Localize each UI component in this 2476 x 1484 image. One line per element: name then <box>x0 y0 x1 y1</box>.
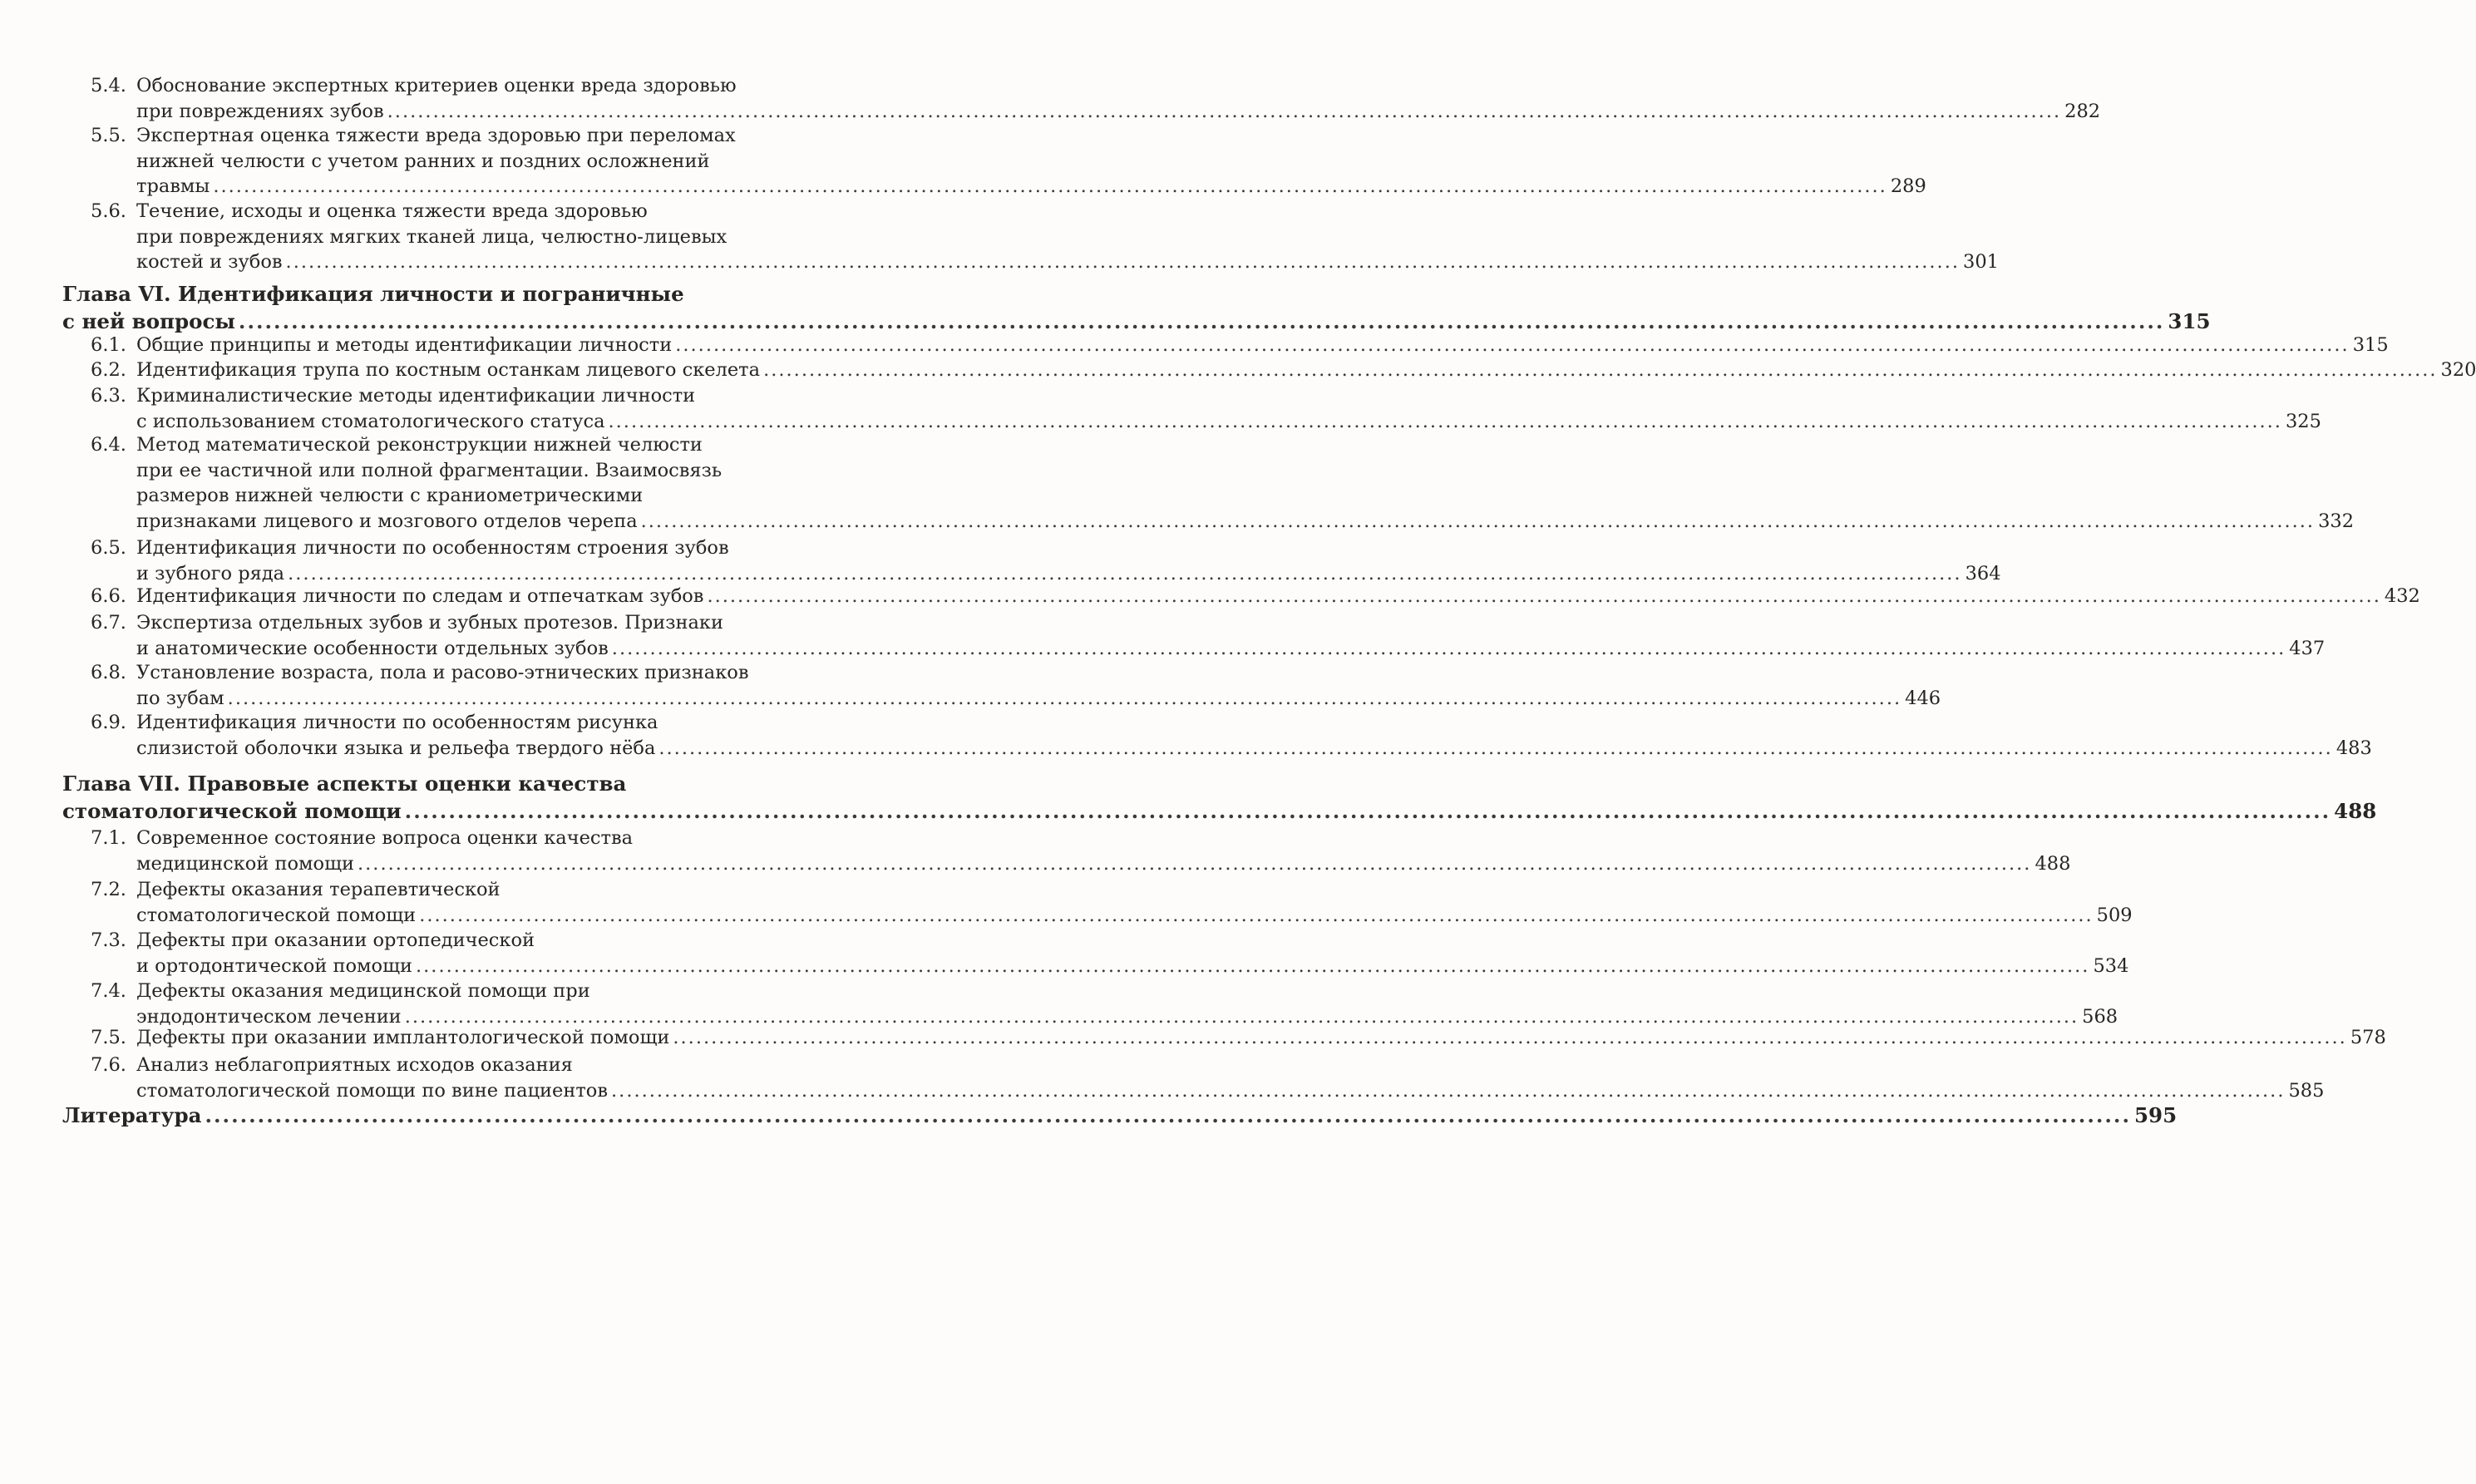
toc-entry-title-line: эндодонтическом лечении <box>136 1005 402 1028</box>
toc-entry-line <box>136 928 822 954</box>
toc-entry-number: 7.1. <box>91 827 126 849</box>
toc-entry-number: 6.8. <box>91 662 126 683</box>
toc-entry-line <box>62 770 822 797</box>
toc-entry-line <box>136 660 822 686</box>
toc-entry-title-line: Течение, исходы и оценка тяжести вреда здоровью <box>136 200 648 222</box>
dot-leader: ............................................................................................................................................................................................................................ <box>404 799 2331 823</box>
dot-leader: ............................................................................................................................................................................................................................ <box>707 585 2381 607</box>
toc-entry-line <box>136 409 2321 435</box>
toc-entry-line <box>136 535 822 561</box>
dot-leader: ............................................................................................................................................................................................................................ <box>358 852 2032 875</box>
dot-leader: ............................................................................................................................................................................................................................ <box>611 1079 2286 1102</box>
toc-page-number: 301 <box>1963 251 1999 273</box>
dot-leader: ............................................................................................................................................................................................................................ <box>640 510 2316 532</box>
toc-entry-title-line: и анатомические особенности отдельных зубов <box>136 637 609 659</box>
toc-entry-number: 6.9. <box>91 712 126 733</box>
toc-entry-line <box>136 636 2326 662</box>
toc-entry-text <box>136 73 2101 124</box>
toc-entry-title-line: Экспертная оценка тяжести вреда здоровью при переломах <box>136 125 736 146</box>
toc-entry-title-line: признаками лицевого и мозгового отделов черепа <box>136 510 638 532</box>
toc-entry-text <box>136 383 2321 434</box>
toc-entry-text <box>136 535 2001 586</box>
dot-leader: ............................................................................................................................................................................................................................ <box>608 410 2282 432</box>
toc-page-number: 437 <box>2289 637 2326 659</box>
toc-entry-title-line: медицинской помощи <box>136 852 354 875</box>
toc-entry-title-line: Дефекты оказания терапевтической <box>136 879 501 900</box>
toc-entry-text <box>62 280 2211 335</box>
dot-leader: ............................................................................................................................................................................................................................ <box>227 687 1902 709</box>
dot-leader: ............................................................................................................................................................................................................................ <box>285 251 1961 273</box>
toc-entry-title-line: Анализ неблагоприятных исходов оказания <box>136 1054 573 1076</box>
dot-leader: ............................................................................................................................................................................................................................ <box>404 1005 2079 1028</box>
toc-entry-line <box>136 561 2001 587</box>
toc-entry-text <box>136 584 2420 609</box>
toc-page-number: 289 <box>1890 175 1926 197</box>
toc-entry-number: 6.1. <box>91 334 126 356</box>
toc-entry-title-line: при повреждениях зубов <box>136 100 384 122</box>
toc-page-number: 282 <box>2064 100 2101 122</box>
toc-page-number: 325 <box>2285 410 2321 432</box>
toc-entry-line <box>136 903 2133 929</box>
toc-entry-line <box>62 797 2377 825</box>
toc-page-number: 432 <box>2384 585 2420 607</box>
toc-entry-line <box>136 710 822 736</box>
toc-entry-line <box>62 308 2211 335</box>
toc-page-number: 595 <box>2133 1103 2178 1127</box>
toc-entry-number: 7.4. <box>91 980 126 1002</box>
toc-entry-text <box>136 877 2133 928</box>
toc-entry-title-line: Литература <box>62 1103 202 1127</box>
toc-page-number: 315 <box>2352 334 2389 356</box>
toc-entry-line <box>136 99 2101 125</box>
toc-page-number: 315 <box>2168 309 2211 333</box>
toc-entry-line <box>136 1078 2325 1104</box>
toc-entry-title-line: Идентификация личности по особенностям рисунка <box>136 712 658 733</box>
toc-entry-line <box>136 736 2372 762</box>
toc-entry-title-line: Современное состояние вопроса оценки качества <box>136 827 634 849</box>
toc-entry-text <box>136 123 1926 200</box>
toc-entry-title-line: нижней челюсти с учетом ранних и поздних осложнений <box>136 150 710 172</box>
toc-entry-text <box>136 1053 2325 1103</box>
toc-page-number: 320 <box>2440 359 2476 381</box>
toc-page-number: 488 <box>2334 799 2377 823</box>
toc-page-number: 578 <box>2350 1027 2386 1048</box>
toc-entry-line <box>136 979 822 1004</box>
toc-entry-number: 5.5. <box>91 125 126 146</box>
toc-entry-line <box>136 123 822 149</box>
dot-leader: ............................................................................................................................................................................................................................ <box>673 1027 2347 1048</box>
toc-entry-title-line: Установление возраста, пола и расово-этнических признаков <box>136 662 749 683</box>
toc-page-number: 534 <box>2093 954 2129 977</box>
toc-entry-line <box>136 954 2129 979</box>
toc-entry-title-line: стоматологической помощи <box>136 904 417 926</box>
dot-leader: ............................................................................................................................................................................................................................ <box>288 562 1962 584</box>
toc-entry-line <box>136 199 822 224</box>
toc-entry-text <box>136 610 2326 661</box>
dot-leader: ............................................................................................................................................................................................................................ <box>387 100 2062 122</box>
dot-leader: ............................................................................................................................................................................................................................ <box>611 637 2286 659</box>
toc-entry-line <box>136 224 822 250</box>
toc-entry-number: 6.5. <box>91 537 126 559</box>
toc-entry-line <box>136 686 1941 712</box>
toc-entry-title-line: Дефекты при оказании имплантологической помощи <box>136 1027 670 1048</box>
toc-page-number: 446 <box>1905 687 1941 709</box>
toc-entry-text <box>136 826 2071 876</box>
toc-entry-text <box>62 1102 2178 1129</box>
toc-entry-line <box>136 149 822 175</box>
dot-leader: ............................................................................................................................................................................................................................ <box>658 737 2333 759</box>
toc-page-number: 364 <box>1965 562 2001 584</box>
toc-entry-number: 7.3. <box>91 929 126 951</box>
toc-entry-text <box>136 432 2355 534</box>
toc-entry-text <box>136 199 1999 275</box>
toc-entry-line <box>136 826 822 851</box>
toc-entry-text <box>136 928 2129 979</box>
toc-page-number: 332 <box>2318 510 2355 532</box>
toc-entry-line <box>136 1053 822 1078</box>
toc-entry-title-line: при ее частичной или полной фрагментации. Взаимосвязь <box>136 459 723 481</box>
toc-entry-title-line: Глава VII. Правовые аспекты оценки качества <box>62 772 627 796</box>
toc-entry-line <box>136 483 822 509</box>
toc-entry-line <box>136 73 822 99</box>
toc-entry-number: 6.7. <box>91 612 126 634</box>
toc-page-number: 568 <box>2082 1005 2118 1028</box>
dot-leader: ............................................................................................................................................................................................................................ <box>416 954 2090 977</box>
toc-entry-text <box>136 660 1941 711</box>
dot-leader: ............................................................................................................................................................................................................................ <box>213 175 1887 197</box>
toc-page-number: 509 <box>2096 904 2133 926</box>
toc-entry-title-line: и ортодонтической помощи <box>136 954 412 977</box>
toc-entry-text <box>136 1025 2386 1051</box>
toc-entry-title-line: Идентификация личности по следам и отпечаткам зубов <box>136 585 704 607</box>
toc-entry-title-line: Экспертиза отдельных зубов и зубных протезов. Признаки <box>136 612 723 634</box>
toc-entry-number: 5.4. <box>91 75 126 96</box>
toc-entry-line <box>136 877 822 903</box>
toc-entry-number: 6.6. <box>91 585 126 607</box>
toc-entry-title-line: и зубного ряда <box>136 562 285 584</box>
toc-entry-line <box>136 1025 2386 1051</box>
dot-leader: ............................................................................................................................................................................................................................ <box>763 359 2438 381</box>
toc-entry-number: 6.4. <box>91 434 126 456</box>
toc-entry-text <box>136 710 2372 761</box>
toc-entry-text <box>136 357 2476 383</box>
toc-entry-title-line: Идентификация трупа по костным останкам лицевого скелета <box>136 359 761 381</box>
toc-page-number: 483 <box>2335 737 2372 759</box>
toc-entry-line <box>62 1102 2178 1129</box>
toc-entry-title-line: Дефекты при оказании ортопедической <box>136 929 535 951</box>
toc-entry-title-line: по зубам <box>136 687 224 709</box>
toc-entry-title-line: при повреждениях мягких тканей лица, челюстно-лицевых <box>136 225 728 248</box>
toc-entry-title-line: костей и зубов <box>136 251 283 273</box>
toc-entry-number: 7.5. <box>91 1027 126 1048</box>
toc-entry-number: 6.2. <box>91 359 126 381</box>
toc-page-number: 488 <box>2035 852 2071 875</box>
toc-entry-title-line: размеров нижней челюсти с краниометрическими <box>136 485 644 506</box>
toc-entry-number: 6.3. <box>91 385 126 407</box>
toc-entry-title-line: с использованием стоматологического статуса <box>136 410 605 432</box>
toc-entry-line <box>136 610 822 636</box>
toc-entry-title-line: Метод математической реконструкции нижней челюсти <box>136 434 703 456</box>
toc-entry-title-line: травмы <box>136 175 210 197</box>
toc-page-number: 585 <box>2288 1079 2325 1102</box>
toc-entry-line <box>136 851 2071 877</box>
toc-entry-line <box>136 458 822 484</box>
dot-leader: ............................................................................................................................................................................................................................ <box>205 1103 2131 1127</box>
toc-entry-title-line: Криминалистические методы идентификации личности <box>136 385 696 407</box>
dot-leader: ............................................................................................................................................................................................................................ <box>419 904 2094 926</box>
toc-entry-line <box>136 584 2420 609</box>
toc-entry-line <box>136 432 822 458</box>
toc-entry-text <box>62 770 2377 825</box>
toc-entry-title-line: Глава VI. Идентификация личности и пограничные <box>62 282 684 306</box>
toc-entry-line <box>136 333 2389 358</box>
toc-entry-text <box>136 979 2118 1029</box>
toc-entry-title-line: Идентификация личности по особенностям строения зубов <box>136 537 729 559</box>
toc-entry-title-line: Дефекты оказания медицинской помощи при <box>136 980 590 1002</box>
toc-entry-title-line: слизистой оболочки языка и рельефа твердого нёба <box>136 737 656 759</box>
toc-entry-title-line: Обоснование экспертных критериев оценки вреда здоровью <box>136 75 737 96</box>
toc-entry-line <box>136 357 2476 383</box>
toc-entry-text <box>136 333 2389 358</box>
toc-entry-number: 7.6. <box>91 1054 126 1076</box>
toc-entry-title-line: стоматологической помощи по вине пациентов <box>136 1079 609 1102</box>
toc-entry-line <box>136 174 1926 200</box>
toc-entry-line <box>136 383 822 409</box>
dot-leader: ............................................................................................................................................................................................................................ <box>238 309 2165 333</box>
toc-entry-line <box>136 249 1999 275</box>
toc-entry-line <box>62 280 822 308</box>
toc-entry-title-line: с ней вопросы <box>62 309 235 333</box>
dot-leader: ............................................................................................................................................................................................................................ <box>675 334 2350 356</box>
toc-entry-title-line: стоматологической помощи <box>62 799 402 823</box>
toc-entry-line <box>136 509 2355 535</box>
toc-entry-number: 5.6. <box>91 200 126 222</box>
toc-entry-title-line: Общие принципы и методы идентификации личности <box>136 334 673 356</box>
toc-entry-number: 7.2. <box>91 879 126 900</box>
